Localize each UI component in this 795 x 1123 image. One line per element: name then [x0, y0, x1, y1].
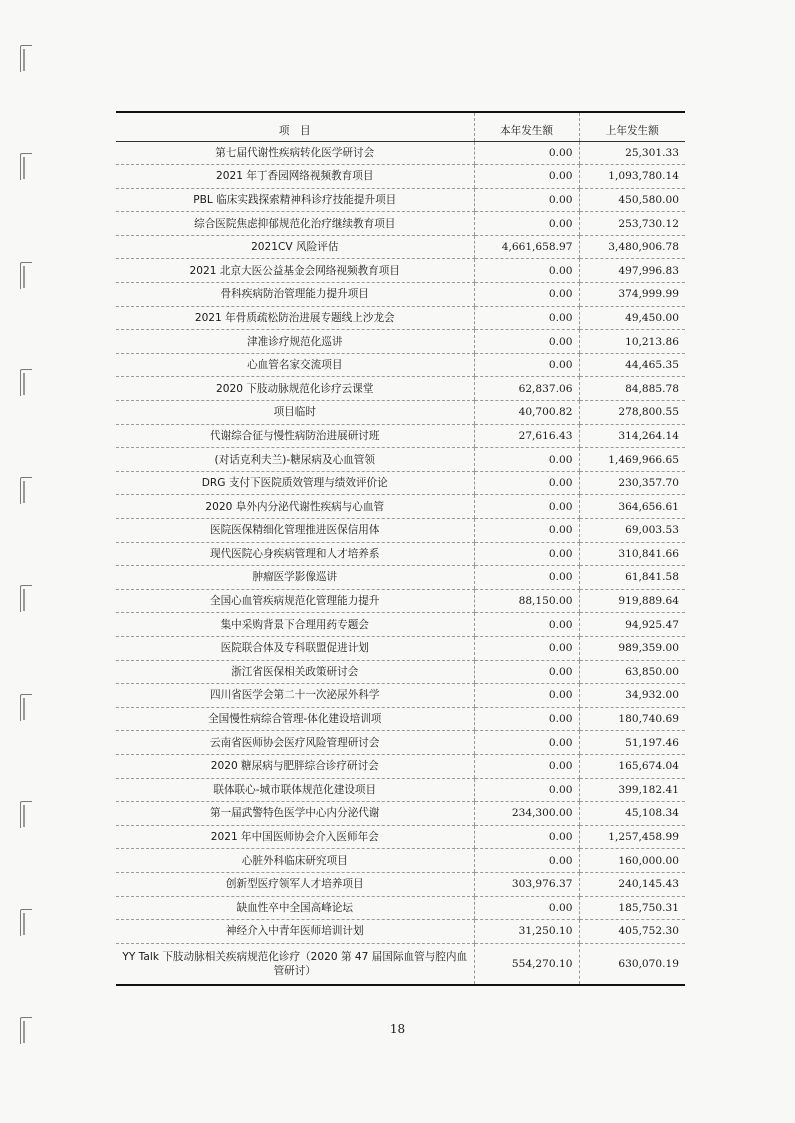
row-current-amount: 0.00 — [474, 660, 579, 684]
row-current-amount: 88,150.00 — [474, 589, 579, 613]
row-item-name: 项目临时 — [116, 401, 474, 425]
binder-hole-mark — [20, 909, 32, 936]
table-row — [116, 566, 685, 590]
row-item-name: 第七届代谢性疾病转化医学研讨会 — [116, 141, 474, 165]
table-row — [116, 495, 685, 519]
table-row — [116, 165, 685, 189]
row-current-amount: 62,837.06 — [474, 377, 579, 401]
table-row — [116, 849, 685, 873]
row-item-name: 全国心血管疾病规范化管理能力提升 — [116, 589, 474, 613]
row-current-amount: 31,250.10 — [474, 920, 579, 944]
table-row — [116, 943, 685, 985]
table-row — [116, 636, 685, 660]
table-row — [116, 589, 685, 613]
row-current-amount: 0.00 — [474, 495, 579, 519]
page-number: 18 — [389, 1022, 406, 1036]
row-item-name: 创新型医疗领军人才培养项目 — [116, 872, 474, 896]
table-row — [116, 235, 685, 259]
binder-hole-mark — [20, 153, 32, 180]
table-row — [116, 306, 685, 330]
row-item-name: 浙江省医保相关政策研讨会 — [116, 660, 474, 684]
row-current-amount: 0.00 — [474, 330, 579, 354]
row-item-name: 2021 年中国医师协会介入医师年会 — [116, 825, 474, 849]
table-row — [116, 872, 685, 896]
row-current-amount: 0.00 — [474, 165, 579, 189]
table-row — [116, 896, 685, 920]
table-row — [116, 920, 685, 944]
table-row — [116, 283, 685, 307]
row-previous-amount: 278,800.55 — [579, 401, 685, 425]
table-row — [116, 802, 685, 826]
row-current-amount: 0.00 — [474, 542, 579, 566]
row-item-name: YY Talk 下肢动脉相关疾病规范化诊疗（2020 第 47 届国际血管与腔内血管研讨） — [116, 943, 474, 985]
row-item-name: 肿瘤医学影像巡讲 — [116, 566, 474, 590]
row-previous-amount: 314,264.14 — [579, 424, 685, 448]
row-current-amount: 0.00 — [474, 849, 579, 873]
row-previous-amount: 45,108.34 — [579, 802, 685, 826]
row-previous-amount: 240,145.43 — [579, 872, 685, 896]
row-previous-amount: 1,469,966.65 — [579, 448, 685, 472]
row-previous-amount: 3,480,906.78 — [579, 235, 685, 259]
table-row — [116, 353, 685, 377]
row-previous-amount: 49,450.00 — [579, 306, 685, 330]
row-item-name: 第一届武警特色医学中心内分泌代谢 — [116, 802, 474, 826]
row-current-amount: 0.00 — [474, 566, 579, 590]
row-item-name: 2021 北京大医公益基金会网络视频教育项目 — [116, 259, 474, 283]
table-row — [116, 212, 685, 236]
table-row — [116, 660, 685, 684]
row-current-amount: 27,616.43 — [474, 424, 579, 448]
table-row — [116, 471, 685, 495]
table-row — [116, 707, 685, 731]
row-previous-amount: 1,093,780.14 — [579, 165, 685, 189]
row-item-name: DRG 支付下医院质效管理与绩效评价论 — [116, 471, 474, 495]
binder-hole-mark — [20, 585, 32, 612]
row-item-name: 全国慢性病综合管理-体化建设培训项 — [116, 707, 474, 731]
table-row — [116, 377, 685, 401]
row-previous-amount: 310,841.66 — [579, 542, 685, 566]
row-current-amount: 0.00 — [474, 754, 579, 778]
binder-hole-mark — [20, 477, 32, 504]
table-header-row — [116, 112, 685, 141]
row-item-name: 骨科疾病防治管理能力提升项目 — [116, 283, 474, 307]
row-item-name: 医院联合体及专科联盟促进计划 — [116, 636, 474, 660]
row-previous-amount: 1,257,458.99 — [579, 825, 685, 849]
row-current-amount: 0.00 — [474, 306, 579, 330]
binder-hole-mark — [20, 45, 32, 72]
row-item-name: 津准诊疗规范化巡讲 — [116, 330, 474, 354]
row-current-amount: 0.00 — [474, 896, 579, 920]
row-previous-amount: 989,359.00 — [579, 636, 685, 660]
row-previous-amount: 253,730.12 — [579, 212, 685, 236]
row-previous-amount: 497,996.83 — [579, 259, 685, 283]
row-current-amount: 0.00 — [474, 188, 579, 212]
row-item-name: 2020 糖尿病与肥胖综合诊疗研讨会 — [116, 754, 474, 778]
row-current-amount: 0.00 — [474, 778, 579, 802]
row-item-name: 2020 下肢动脉规范化诊疗云课堂 — [116, 377, 474, 401]
row-current-amount: 0.00 — [474, 707, 579, 731]
row-item-name: (对话克利夫兰)-糖尿病及心血管领 — [116, 448, 474, 472]
row-previous-amount: 185,750.31 — [579, 896, 685, 920]
row-current-amount: 4,661,658.97 — [474, 235, 579, 259]
table-row — [116, 424, 685, 448]
row-previous-amount: 51,197.46 — [579, 731, 685, 755]
binder-hole-mark — [20, 262, 32, 289]
row-previous-amount: 405,752.30 — [579, 920, 685, 944]
table-row — [116, 542, 685, 566]
row-current-amount: 0.00 — [474, 519, 579, 543]
row-item-name: 代谢综合征与慢性病防治进展研讨班 — [116, 424, 474, 448]
row-previous-amount: 919,889.64 — [579, 589, 685, 613]
row-current-amount: 234,300.00 — [474, 802, 579, 826]
row-current-amount: 0.00 — [474, 825, 579, 849]
row-previous-amount: 374,999.99 — [579, 283, 685, 307]
row-previous-amount: 160,000.00 — [579, 849, 685, 873]
row-previous-amount: 61,841.58 — [579, 566, 685, 590]
row-item-name: 缺血性卒中全国高峰论坛 — [116, 896, 474, 920]
row-previous-amount: 399,182.41 — [579, 778, 685, 802]
table-row — [116, 731, 685, 755]
table-row — [116, 825, 685, 849]
binder-hole-mark — [20, 801, 32, 828]
row-item-name: 四川省医学会第二十一次泌尿外科学 — [116, 684, 474, 708]
row-current-amount: 0.00 — [474, 731, 579, 755]
table-row — [116, 330, 685, 354]
row-previous-amount: 25,301.33 — [579, 141, 685, 165]
row-current-amount: 0.00 — [474, 636, 579, 660]
row-previous-amount: 450,580.00 — [579, 188, 685, 212]
row-current-amount: 0.00 — [474, 684, 579, 708]
row-previous-amount: 44,465.35 — [579, 353, 685, 377]
row-item-name: 集中采购背景下合理用药专题会 — [116, 613, 474, 637]
table-row — [116, 188, 685, 212]
row-previous-amount: 630,070.19 — [579, 943, 685, 985]
row-previous-amount: 230,357.70 — [579, 471, 685, 495]
row-current-amount: 40,700.82 — [474, 401, 579, 425]
header-current-year: 本年发生额 — [474, 112, 579, 141]
table-row — [116, 684, 685, 708]
row-item-name: 云南省医师协会医疗风险管理研讨会 — [116, 731, 474, 755]
row-item-name: 联体联心-城市联体规范化建设项目 — [116, 778, 474, 802]
binder-hole-mark — [20, 694, 32, 721]
row-item-name: 心血管名家交流项目 — [116, 353, 474, 377]
row-item-name: 现代医院心身疾病管理和人才培养系 — [116, 542, 474, 566]
binder-hole-mark — [20, 369, 32, 396]
row-current-amount: 0.00 — [474, 141, 579, 165]
row-previous-amount: 364,656.61 — [579, 495, 685, 519]
table-row — [116, 519, 685, 543]
row-previous-amount: 180,740.69 — [579, 707, 685, 731]
row-current-amount: 0.00 — [474, 259, 579, 283]
row-item-name: 2021 年骨质疏松防治进展专题线上沙龙会 — [116, 306, 474, 330]
row-item-name: 2021CV 风险评估 — [116, 235, 474, 259]
row-item-name: 心脏外科临床研究项目 — [116, 849, 474, 873]
table-row — [116, 401, 685, 425]
table-row — [116, 778, 685, 802]
table-row — [116, 448, 685, 472]
row-current-amount: 0.00 — [474, 212, 579, 236]
row-previous-amount: 165,674.04 — [579, 754, 685, 778]
row-item-name: PBL 临床实践探索精神科诊疗技能提升项目 — [116, 188, 474, 212]
row-current-amount: 303,976.37 — [474, 872, 579, 896]
expense-detail-table — [116, 111, 685, 986]
header-item: 项 目 — [116, 112, 474, 141]
header-previous-year: 上年发生额 — [579, 112, 685, 141]
table-row — [116, 259, 685, 283]
table-row — [116, 613, 685, 637]
row-item-name: 神经介入中青年医师培训计划 — [116, 920, 474, 944]
row-current-amount: 0.00 — [474, 448, 579, 472]
row-previous-amount: 63,850.00 — [579, 660, 685, 684]
row-current-amount: 554,270.10 — [474, 943, 579, 985]
row-previous-amount: 84,885.78 — [579, 377, 685, 401]
row-item-name: 2020 阜外内分泌代谢性疾病与心血管 — [116, 495, 474, 519]
row-previous-amount: 10,213.86 — [579, 330, 685, 354]
row-item-name: 综合医院焦虑抑郁规范化治疗继续教育项目 — [116, 212, 474, 236]
table-row — [116, 141, 685, 165]
row-current-amount: 0.00 — [474, 353, 579, 377]
row-current-amount: 0.00 — [474, 613, 579, 637]
row-current-amount: 0.00 — [474, 471, 579, 495]
row-previous-amount: 34,932.00 — [579, 684, 685, 708]
row-item-name: 医院医保精细化管理推进医保信用体 — [116, 519, 474, 543]
table-row — [116, 754, 685, 778]
row-current-amount: 0.00 — [474, 283, 579, 307]
row-previous-amount: 94,925.47 — [579, 613, 685, 637]
row-item-name: 2021 年丁香园网络视频教育项目 — [116, 165, 474, 189]
row-previous-amount: 69,003.53 — [579, 519, 685, 543]
